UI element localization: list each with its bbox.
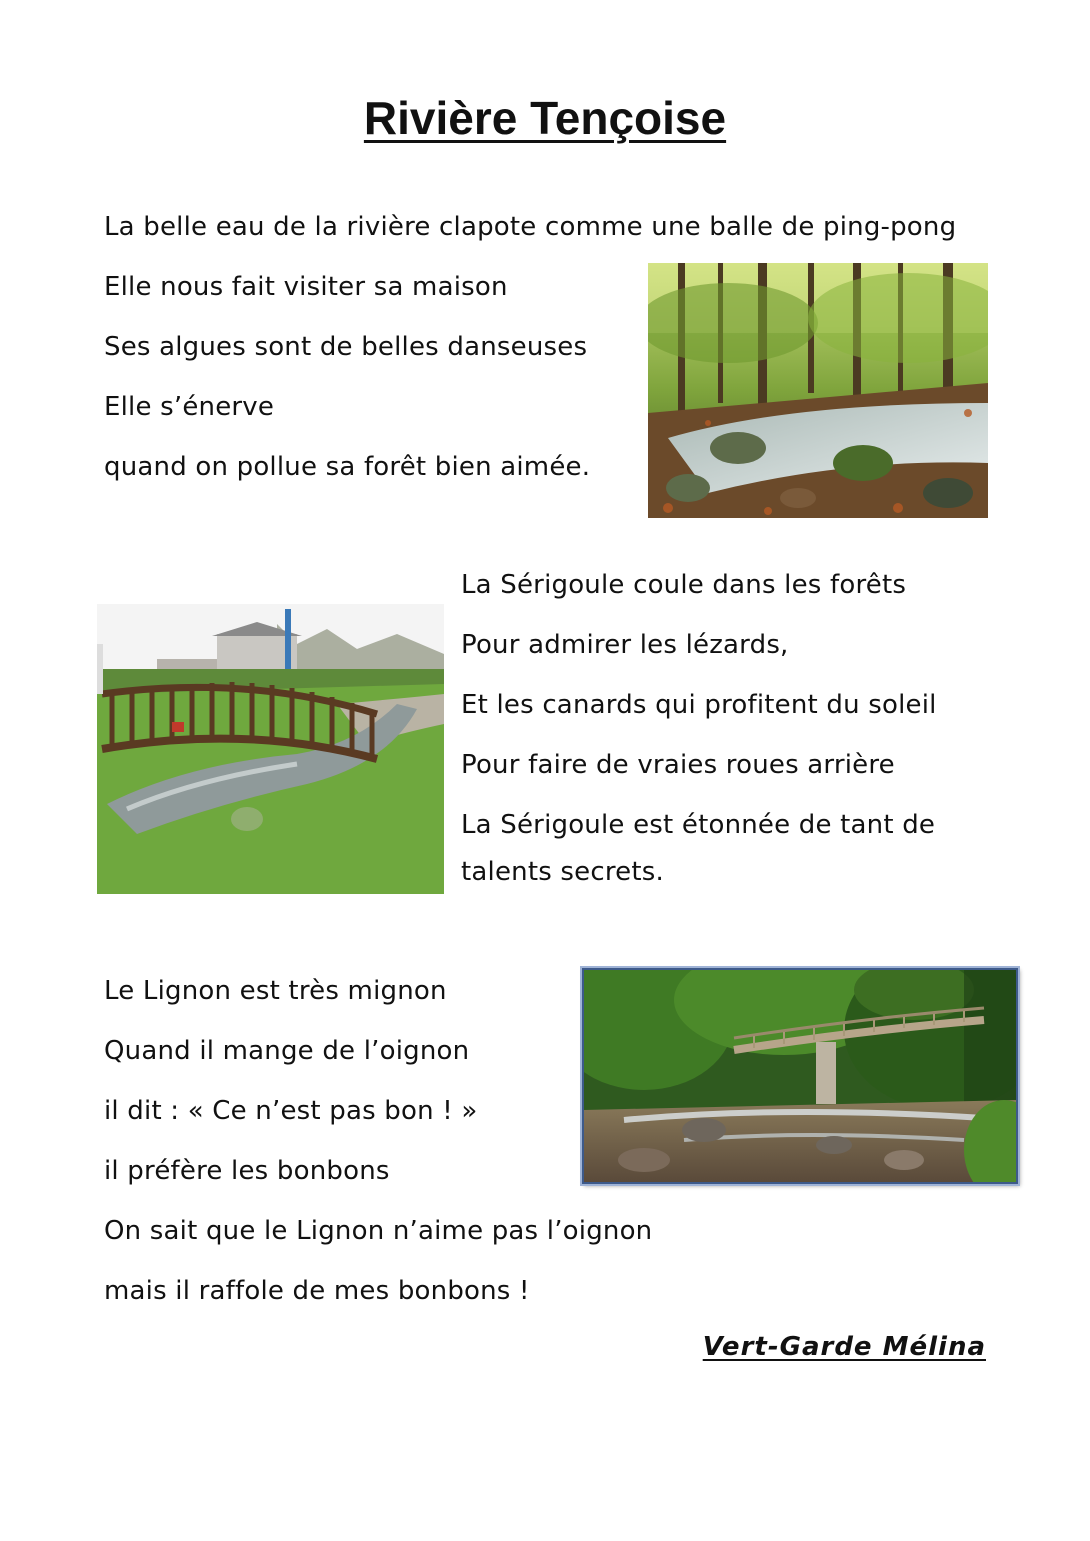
stanza3-line-6: mais il raffole de mes bonbons !	[104, 1276, 530, 1306]
stanza3-line-5: On sait que le Lignon n’aime pas l’oignon	[104, 1216, 653, 1246]
stanza2-line-4: Pour faire de vraies roues arrière	[461, 750, 895, 780]
stanza3-line-4: il préfère les bonbons	[104, 1156, 390, 1186]
stanza3-line-2: Quand il mange de l’oignon	[104, 1036, 470, 1066]
stanza1-line-1: La belle eau de la rivière clapote comme une balle de ping-pong	[104, 212, 957, 242]
poem-title: Rivière Tençoise	[363, 92, 727, 144]
stanza2-line-3: Et les canards qui profitent du soleil	[461, 690, 937, 720]
stanza3-line-1: Le Lignon est très mignon	[104, 976, 447, 1006]
stanza2-line-2: Pour admirer les lézards,	[461, 630, 789, 660]
wooden-bridge-photo	[97, 604, 444, 894]
stanza3-line-3: il dit : « Ce n’est pas bon ! »	[104, 1096, 478, 1126]
stanza1-line-2: Elle nous fait visiter sa maison	[104, 272, 508, 302]
forest-river-photo	[648, 263, 988, 518]
stanza1-line-3: Ses algues sont de belles danseuses	[104, 332, 588, 362]
stanza1-line-4: Elle s’énerve	[104, 392, 275, 422]
footbridge-river-photo	[582, 968, 1018, 1184]
stanza2-line-6: talents secrets.	[461, 857, 664, 887]
stanza2-line-1: La Sérigoule coule dans les forêts	[461, 570, 907, 600]
author-signature: Vert-Garde Mélina	[702, 1332, 986, 1362]
stanza2-line-5: La Sérigoule est étonnée de tant de	[461, 810, 936, 840]
stanza1-line-5: quand on pollue sa forêt bien aimée.	[104, 452, 591, 482]
